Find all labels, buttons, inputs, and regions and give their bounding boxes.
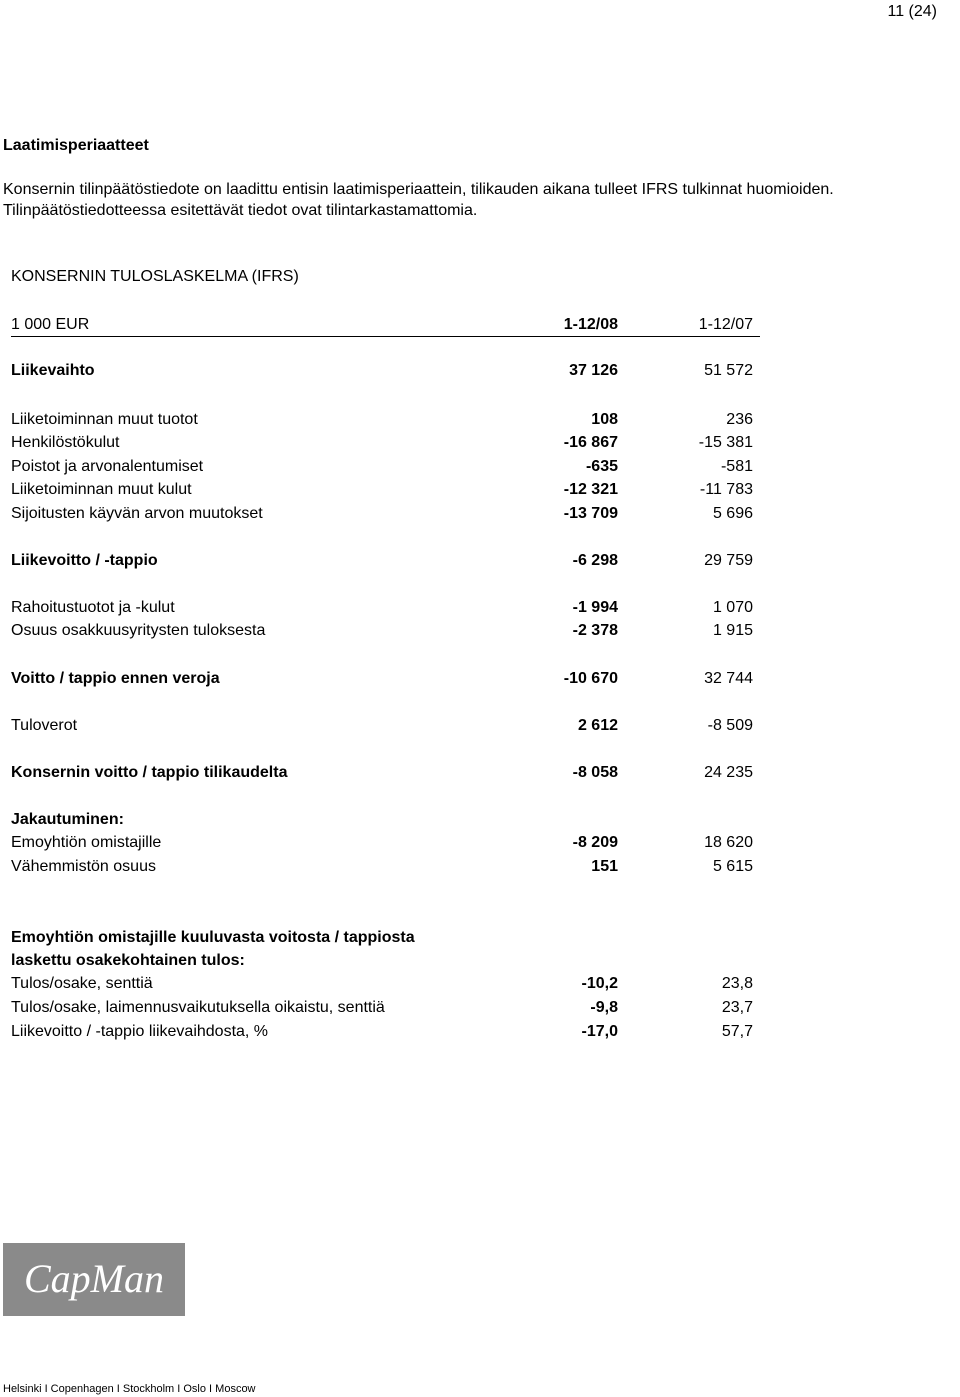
column-header-2008: 1-12/08: [563, 316, 618, 333]
table-row: [11, 1023, 760, 1045]
value-2008: -10 670: [563, 670, 618, 687]
table-row: [11, 362, 760, 384]
table-row: [11, 599, 760, 621]
row-label: Emoyhtiön omistajille: [11, 834, 162, 851]
table-row: [11, 975, 760, 997]
value-2007: -581: [720, 458, 753, 475]
value-2008: 151: [591, 858, 618, 875]
table-row: [11, 811, 760, 833]
row-label: Henkilöstökulut: [11, 434, 120, 451]
value-2007: 18 620: [704, 834, 753, 851]
value-2008: -9,8: [590, 999, 618, 1016]
value-2008: -6 298: [572, 552, 618, 569]
value-2007: 1 915: [712, 622, 753, 639]
unit-label: 1 000 EUR: [11, 316, 90, 333]
table-header: [11, 314, 760, 337]
value-2007: 236: [726, 411, 753, 428]
intro-line: Konsernin tilinpäätöstiedote on laadittu entisin laatimisperiaattein, tilikauden aikana tulleet IFRS tulkinnat huomioiden.: [3, 181, 834, 198]
value-2008: -2 378: [572, 622, 618, 639]
row-label: Tuloverot: [11, 717, 78, 734]
value-2007: 51 572: [704, 362, 753, 379]
value-2008: -1 994: [572, 599, 618, 616]
value-2008: -17,0: [581, 1023, 618, 1040]
row-label: Emoyhtiön omistajille kuuluvasta voitosta / tappiosta: [11, 929, 415, 946]
footer-offices: Helsinki I Copenhagen I Stockholm I Oslo I Moscow: [3, 1383, 256, 1395]
value-2007: 5 615: [712, 858, 753, 875]
table-row: [11, 717, 760, 739]
row-label: Konsernin voitto / tappio tilikaudelta: [11, 764, 288, 781]
value-2007: 24 235: [704, 764, 753, 781]
value-2007: 23,8: [721, 975, 753, 992]
section-title: Laatimisperiaatteet: [3, 137, 149, 154]
table-row: [11, 622, 760, 644]
row-label: Sijoitusten käyvän arvon muutokset: [11, 505, 263, 522]
intro-text: [3, 179, 834, 221]
table-row: [11, 858, 760, 880]
row-label: Jakautuminen:: [11, 811, 124, 828]
value-2008: -12 321: [563, 481, 618, 498]
value-2007: 32 744: [704, 670, 753, 687]
value-2007: -8 509: [707, 717, 753, 734]
value-2008: -8 209: [572, 834, 618, 851]
table-row: [11, 764, 760, 786]
value-2007: 5 696: [712, 505, 753, 522]
value-2008: 2 612: [577, 717, 618, 734]
value-2007: 1 070: [712, 599, 753, 616]
table-row: [11, 481, 760, 503]
table-row: [11, 952, 760, 974]
capman-logo-mark: [3, 1243, 185, 1316]
row-label: Liiketoiminnan muut tuotot: [11, 411, 198, 428]
table-row: [11, 834, 760, 856]
income-statement-title: KONSERNIN TULOSLASKELMA (IFRS): [11, 268, 299, 285]
value-2007: 57,7: [721, 1023, 753, 1040]
value-2007: 23,7: [721, 999, 753, 1016]
row-label: Osuus osakkuusyritysten tuloksesta: [11, 622, 266, 639]
value-2008: -635: [585, 458, 618, 475]
table-row: [11, 999, 760, 1021]
value-2007: -15 381: [698, 434, 753, 451]
table-row: [11, 929, 760, 951]
row-label: laskettu osakekohtainen tulos:: [11, 952, 245, 969]
value-2007: 29 759: [704, 552, 753, 569]
intro-line: Tilinpäätöstiedotteessa esitettävät tiedot ovat tilintarkastamattomia.: [3, 202, 478, 219]
logo-wordmark: CapMan: [24, 1256, 164, 1301]
column-header-2007: 1-12/07: [698, 316, 753, 333]
value-2008: -8 058: [572, 764, 618, 781]
row-label: Poistot ja arvonalentumiset: [11, 458, 204, 475]
row-label: Liikevaihto: [11, 362, 95, 379]
table-row: [11, 670, 760, 692]
value-2008: -16 867: [563, 434, 618, 451]
value-2007: -11 783: [699, 481, 753, 498]
table-row: [11, 458, 760, 480]
table-row: [11, 505, 760, 527]
value-2008: 108: [591, 411, 618, 428]
value-2008: 37 126: [569, 362, 618, 379]
value-2008: -13 709: [563, 505, 618, 522]
row-label: Vähemmistön osuus: [11, 858, 156, 875]
row-label: Liikevoitto / -tappio: [11, 552, 158, 569]
row-label: Tulos/osake, senttiä: [11, 975, 153, 992]
row-label: Tulos/osake, laimennusvaikutuksella oikaistu, senttiä: [11, 999, 385, 1016]
value-2008: -10,2: [581, 975, 618, 992]
table-row: [11, 434, 760, 456]
page-number: 11 (24): [887, 3, 937, 20]
row-label: Voitto / tappio ennen veroja: [11, 670, 220, 687]
row-label: Liiketoiminnan muut kulut: [11, 481, 192, 498]
row-label: Rahoitustuotot ja -kulut: [11, 599, 175, 616]
row-label: Liikevoitto / -tappio liikevaihdosta, %: [11, 1023, 269, 1040]
capman-logo: [3, 1243, 185, 1316]
table-row: [11, 411, 760, 433]
table-row: [11, 552, 760, 574]
